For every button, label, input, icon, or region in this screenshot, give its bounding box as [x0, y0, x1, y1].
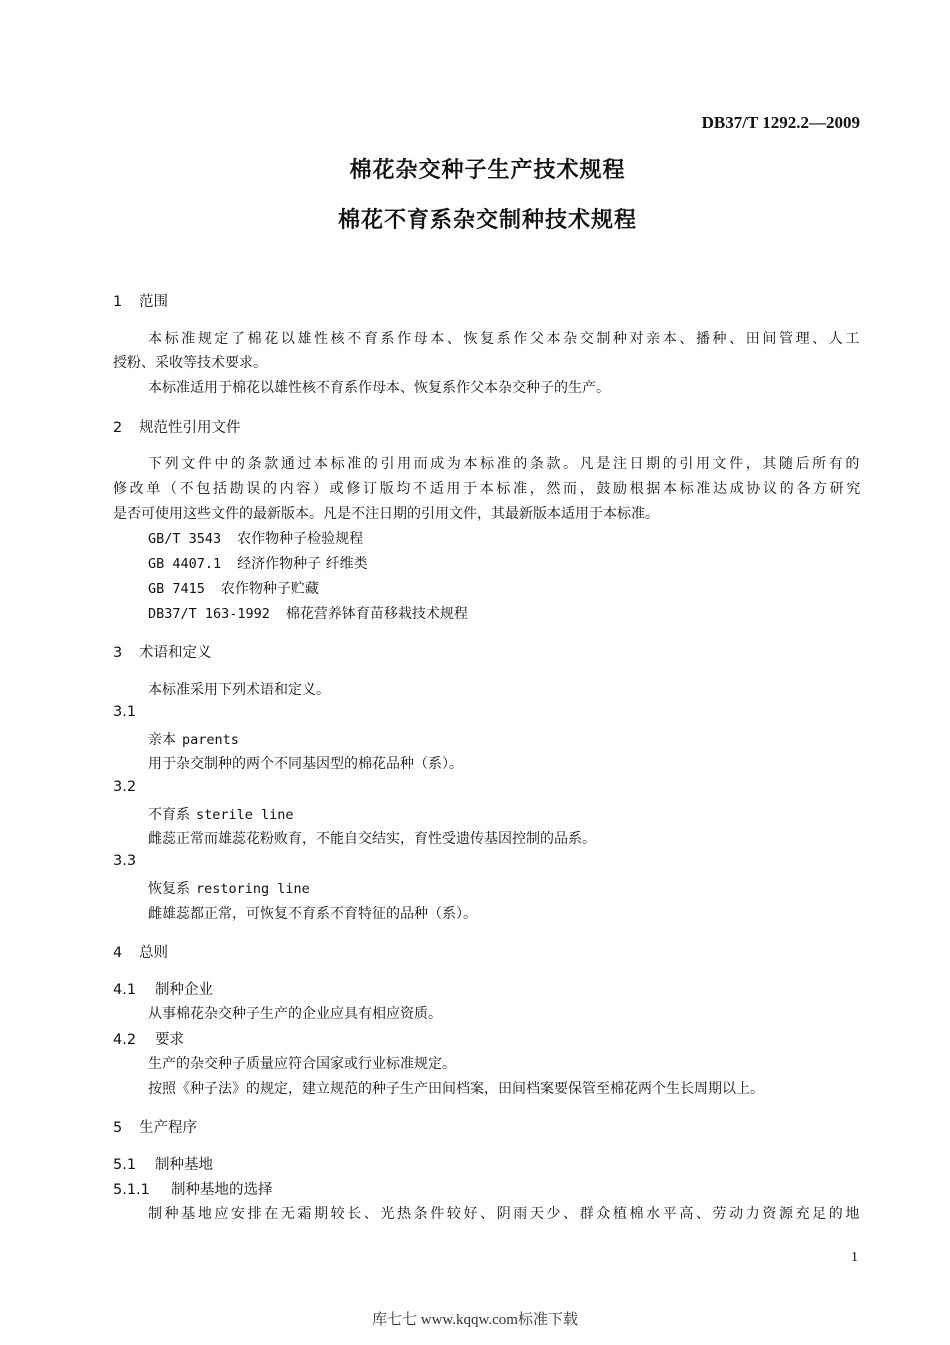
subsection-number: 4.2: [113, 1032, 137, 1048]
reference-code: DB37/T 163-1992: [148, 606, 270, 622]
term-zh: 亲本: [148, 732, 176, 748]
subsection-5-1-1: [113, 1178, 273, 1199]
paragraph: 本标准适用于棉花以雄性核不育系作母本、恢复系作父本杂交种子的生产。: [148, 380, 610, 396]
term-name: [148, 878, 310, 898]
section-number: 3: [113, 645, 123, 661]
paragraph: 生产的杂交种子质量应符合国家或行业标准规定。: [148, 1056, 456, 1072]
section-5-heading: [113, 1116, 197, 1137]
paragraph: 本标准采用下列术语和定义。: [148, 682, 330, 698]
section-3-heading: [113, 641, 212, 662]
subsection-5-1: [113, 1153, 213, 1174]
term-number: 3.1: [113, 704, 137, 720]
term-name: [148, 729, 239, 749]
section-title: 生产程序: [139, 1120, 197, 1136]
standard-code: DB37/T 1292.2—2009: [701, 113, 860, 132]
section-title: 范围: [139, 294, 168, 310]
subsection-title: 要求: [155, 1032, 184, 1048]
paragraph: 授粉、采收等技术要求。: [113, 355, 267, 371]
term-definition: 雌雄蕊都正常，可恢复不育系不育特征的品种（系）。: [148, 906, 477, 922]
subsection-4-2: [113, 1028, 184, 1049]
term-number: 3.3: [113, 853, 137, 869]
paragraph: 本标准规定了棉花以雄性核不育系作母本、恢复系作父本杂交制种对亲本、播种、田间管理、人工: [148, 331, 860, 347]
reference-item: [148, 603, 468, 623]
paragraph: 是否可使用这些文件的最新版本。凡是不注日期的引用文件，其最新版本适用于本标准。: [113, 506, 659, 522]
term-number: 3.2: [113, 779, 137, 795]
paragraph: 修改单（不包括勘误的内容）或修订版均不适用于本标准，然而，鼓励根据本标准达成协议的各方研究: [113, 481, 861, 497]
term-definition: 雌蕊正常而雄蕊花粉败育，不能自交结实，育性受遗传基因控制的品系。: [148, 831, 596, 847]
reference-name: 农作物种子检验规程: [237, 531, 364, 547]
section-number: 5: [113, 1120, 123, 1136]
subsection-title: 制种企业: [155, 982, 213, 998]
term-zh: 恢复系: [148, 881, 190, 897]
subsection-number: 5.1: [113, 1157, 137, 1173]
reference-code: GB 4407.1: [148, 556, 222, 572]
section-title: 术语和定义: [139, 645, 212, 661]
section-number: 4: [113, 945, 123, 961]
reference-code: GB 7415: [148, 581, 205, 597]
paragraph: 下列文件中的条款通过本标准的引用而成为本标准的条款。凡是注日期的引用文件，其随后所有的: [148, 456, 860, 472]
section-1-heading: [113, 290, 168, 311]
term-en: parents: [182, 732, 239, 748]
term-zh: 不育系: [148, 807, 190, 823]
term-en: sterile line: [196, 807, 294, 823]
title-sub: 棉花不育系杂交制种技术规程: [337, 208, 637, 233]
paragraph: 制种基地应安排在无霜期较长、光热条件较好、阴雨天少、群众植棉水平高、劳动力资源充足的地: [148, 1206, 860, 1222]
reference-name: 棉花营养钵育苗移栽技术规程: [285, 606, 468, 622]
reference-item: [148, 528, 363, 548]
section-title: 总则: [139, 945, 168, 961]
subsection-number: 4.1: [113, 982, 137, 998]
subsection-4-1: [113, 978, 213, 999]
paragraph: 从事棉花杂交种子生产的企业应具有相应资质。: [148, 1006, 442, 1022]
paragraph: 按照《种子法》的规定，建立规范的种子生产田间档案，田间档案要保管至棉花两个生长周期以上。: [148, 1081, 764, 1097]
title-main: 棉花杂交种子生产技术规程: [349, 158, 626, 183]
term-name: [148, 804, 294, 824]
term-definition: 用于杂交制种的两个不同基因型的棉花品种（系）。: [148, 756, 463, 772]
reference-code: GB/T 3543: [148, 531, 222, 547]
section-2-heading: [113, 416, 241, 437]
section-number: 1: [113, 294, 123, 310]
subsection-title: 制种基地: [155, 1157, 213, 1173]
section-title: 规范性引用文件: [139, 420, 241, 436]
term-en: restoring line: [196, 881, 310, 897]
reference-name: 农作物种子贮藏: [220, 581, 319, 597]
subsection-title: 制种基地的选择: [171, 1182, 273, 1198]
section-number: 2: [113, 420, 123, 436]
reference-item: [148, 553, 368, 573]
footer-watermark: 库七七 www.kqqw.com标准下载: [372, 1312, 578, 1328]
reference-item: [148, 578, 319, 598]
section-4-heading: [113, 941, 168, 962]
subsection-number: 5.1.1: [113, 1182, 150, 1198]
reference-name: 经济作物种子 纤维类: [237, 556, 368, 572]
page-number: 1: [851, 1250, 858, 1265]
